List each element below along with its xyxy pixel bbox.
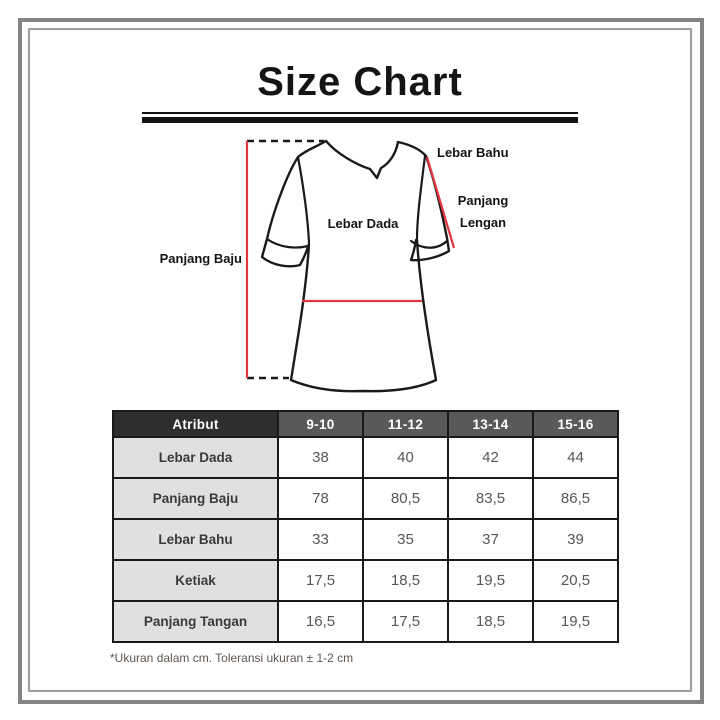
table-row [113,437,618,478]
label-shoulder-width: Lebar Bahu [437,145,509,160]
value-cell: 37 [448,519,533,560]
value-cell: 86,5 [533,478,618,519]
label-chest-width: Lebar Dada [327,216,399,231]
value-cell: 16,5 [278,601,363,642]
column-header-size-15-16: 15-16 [533,411,618,437]
attribute-label-cell: Panjang Baju [113,478,278,519]
value-cell: 20,5 [533,560,618,601]
value-cell: 35 [363,519,448,560]
column-header-atribut: Atribut [113,411,278,437]
table-row [113,601,618,642]
attribute-label-cell: Ketiak [113,560,278,601]
size-table [112,410,619,643]
title-divider-thick [142,117,578,123]
table-row [113,519,618,560]
value-cell: 19,5 [448,560,533,601]
label-sleeve-length [448,190,518,234]
value-cell: 38 [278,437,363,478]
value-cell: 80,5 [363,478,448,519]
value-cell: 18,5 [448,601,533,642]
value-cell: 83,5 [448,478,533,519]
value-cell: 42 [448,437,533,478]
title-divider-thin [142,112,578,114]
table-row [113,478,618,519]
label-sleeve-length-line2: Lengan [459,215,507,230]
table-row [113,560,618,601]
attribute-label-cell: Panjang Tangan [113,601,278,642]
column-header-size-11-12: 11-12 [363,411,448,437]
value-cell: 17,5 [363,601,448,642]
value-cell: 33 [278,519,363,560]
shirt-measurement-diagram [140,128,530,408]
attribute-label-cell: Lebar Dada [113,437,278,478]
page-title: Size Chart [257,60,463,104]
label-sleeve-length-line1: Panjang [457,193,509,208]
value-cell: 39 [533,519,618,560]
value-cell: 19,5 [533,601,618,642]
value-cell: 40 [363,437,448,478]
footnote: *Ukuran dalam cm. Toleransi ukuran ± 1-2 cm [110,651,354,665]
column-header-size-9-10: 9-10 [278,411,363,437]
table-header-row [113,411,618,437]
value-cell: 44 [533,437,618,478]
column-header-size-13-14: 13-14 [448,411,533,437]
value-cell: 78 [278,478,363,519]
label-shirt-length: Panjang Baju [159,251,242,266]
value-cell: 18,5 [363,560,448,601]
shirt-outline [262,141,449,391]
value-cell: 17,5 [278,560,363,601]
attribute-label-cell: Lebar Bahu [113,519,278,560]
